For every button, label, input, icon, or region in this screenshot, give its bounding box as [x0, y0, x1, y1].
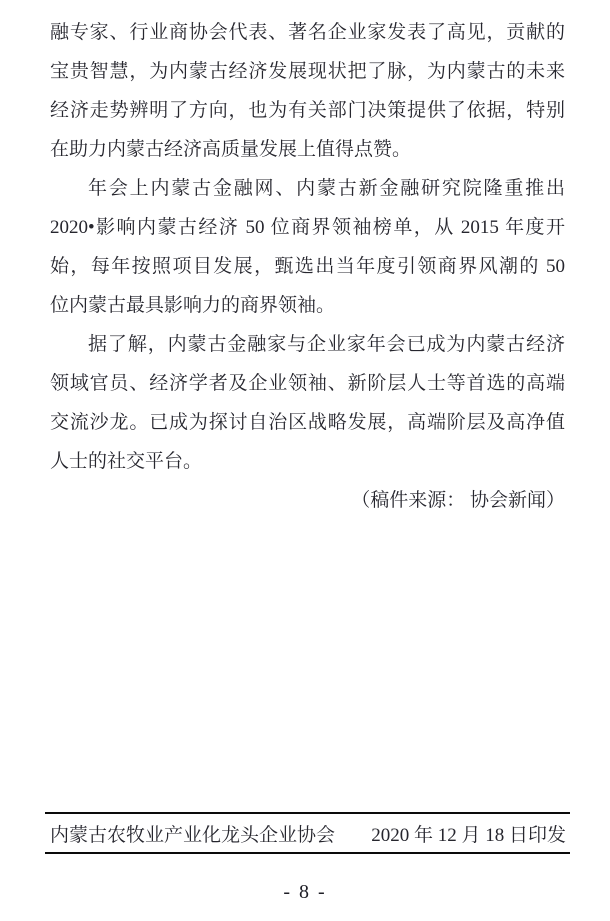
source-note: （稿件来源： 协会新闻） [351, 490, 565, 511]
body-line: 人士的社交平台。 [50, 451, 203, 472]
body-line: 交流沙龙。已成为探讨自治区战略发展，高端阶层及高净值 [50, 412, 565, 433]
paragraph [50, 325, 565, 481]
page-number: - 8 - [283, 881, 327, 903]
body-line: 据了解，内蒙古金融家与企业家年会已成为内蒙古经济 [88, 334, 565, 355]
body-line: 融专家、行业商协会代表、著名企业家发表了高见，贡献的 [50, 22, 565, 43]
document-body [50, 13, 565, 520]
body-line: 经济走势辨明了方向，也为有关部门决策提供了依据，特别 [50, 100, 565, 121]
paragraph [50, 13, 565, 169]
paragraph [50, 169, 565, 325]
body-line: 2020•影响内蒙古经济 50 位商界领袖榜单，从 2015 年度开 [50, 217, 565, 238]
footer-bar [45, 812, 570, 854]
body-line: 在助力内蒙古经济高质量发展上值得点赞。 [50, 139, 412, 160]
footer-print-date: 2020 年 12 月 18 日印发 [371, 824, 566, 846]
body-line: 领域官员、经济学者及企业领袖、新阶层人士等首选的高端 [50, 373, 565, 394]
footer-organization: 内蒙古农牧业产业化龙头企业协会 [50, 824, 336, 846]
body-line: 年会上内蒙古金融网、内蒙古新金融研究院隆重推出 [88, 178, 565, 199]
body-line: 宝贵智慧，为内蒙古经济发展现状把了脉，为内蒙古的未来 [50, 61, 565, 82]
body-line: 始，每年按照项目发展，甄选出当年度引领商界风潮的 50 [50, 256, 565, 277]
body-line: 位内蒙古最具影响力的商界领袖。 [50, 295, 336, 316]
